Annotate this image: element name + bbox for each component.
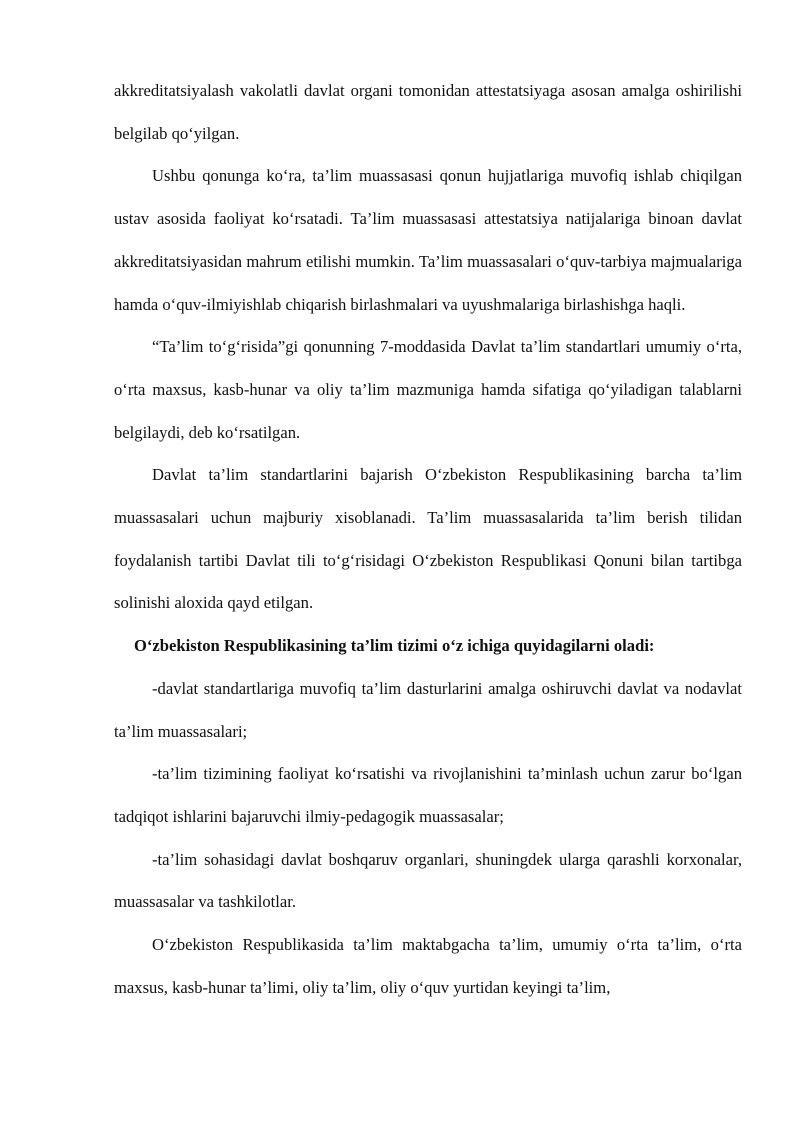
section-heading: O‘zbekiston Respublikasining ta’lim tizimi o‘z ichiga quyidagilarni oladi: — [134, 636, 655, 656]
list-item: -davlat standartlariga muvofiq ta’lim dasturlarini amalga oshiruvchi davlat va nodavlat ta’lim muassasalari; — [114, 678, 742, 741]
paragraph-institution-charter: Ushbu qonunga ko‘ra, ta’lim muassasasi qonun hujjatlariga muvofiq ishlab chiqilgan ustav asosida faoliyat ko‘rsatadi. Ta’lim muassasasi attestatsiya natijalariga binoan davlat akkreditatsiyasidan mahrum etilishi mumkin. Ta’lim muassasalari o‘quv-tarbiya majmualariga hamda o‘quv-ilmiyishlab chiqarish birlashmalari va uyushmalariga birlashishga haqli. — [114, 166, 742, 314]
paragraph-state-standards: Davlat ta’lim standartlarini bajarish O‘zbekiston Respublikasining barcha ta’lim muassasalari uchun majburiy xisoblanadi. Ta’lim muassasalarida ta’lim berish tilidan foydalanish tartibi Davlat tili to‘g‘risidagi O‘zbekiston Respublikasi Qonuni bilan tartibga solinishi aloxida qayd etilgan. — [114, 465, 742, 613]
document-page — [114, 70, 742, 1009]
paragraph-law-article-7: “Ta’lim to‘g‘risida”gi qonunning 7-moddasida Davlat ta’lim standartlari umumiy o‘rta, o‘rta maxsus, kasb-hunar va oliy ta’lim mazmuniga hamda sifatiga qo‘yiladigan talablarni belgilaydi, deb ko‘rsatilgan. — [114, 337, 742, 442]
paragraph-education-types: O‘zbekiston Respublikasida ta’lim maktabgacha ta’lim, umumiy o‘rta ta’lim, o‘rta maxsus, kasb-hunar ta’limi, oliy ta’lim, oliy o‘quv yurtidan keyingi ta’lim, — [114, 935, 742, 997]
list-item: -ta’lim sohasidagi davlat boshqaruv organlari, shuningdek ularga qarashli korxonalar, muassasalar va tashkilotlar. — [114, 849, 742, 912]
list-item: -ta’lim tizimining faoliyat ko‘rsatishi va rivojlanishini ta’minlash uchun zarur bo‘lgan tadqiqot ishlarini bajaruvchi ilmiy-pedagogik muassasalar; — [114, 764, 742, 826]
paragraph-accreditation-continuation: akkreditatsiyalash vakolatli davlat organi tomonidan attestatsiyaga asosan amalga oshirilishi belgilab qo‘yilgan. — [114, 81, 742, 143]
